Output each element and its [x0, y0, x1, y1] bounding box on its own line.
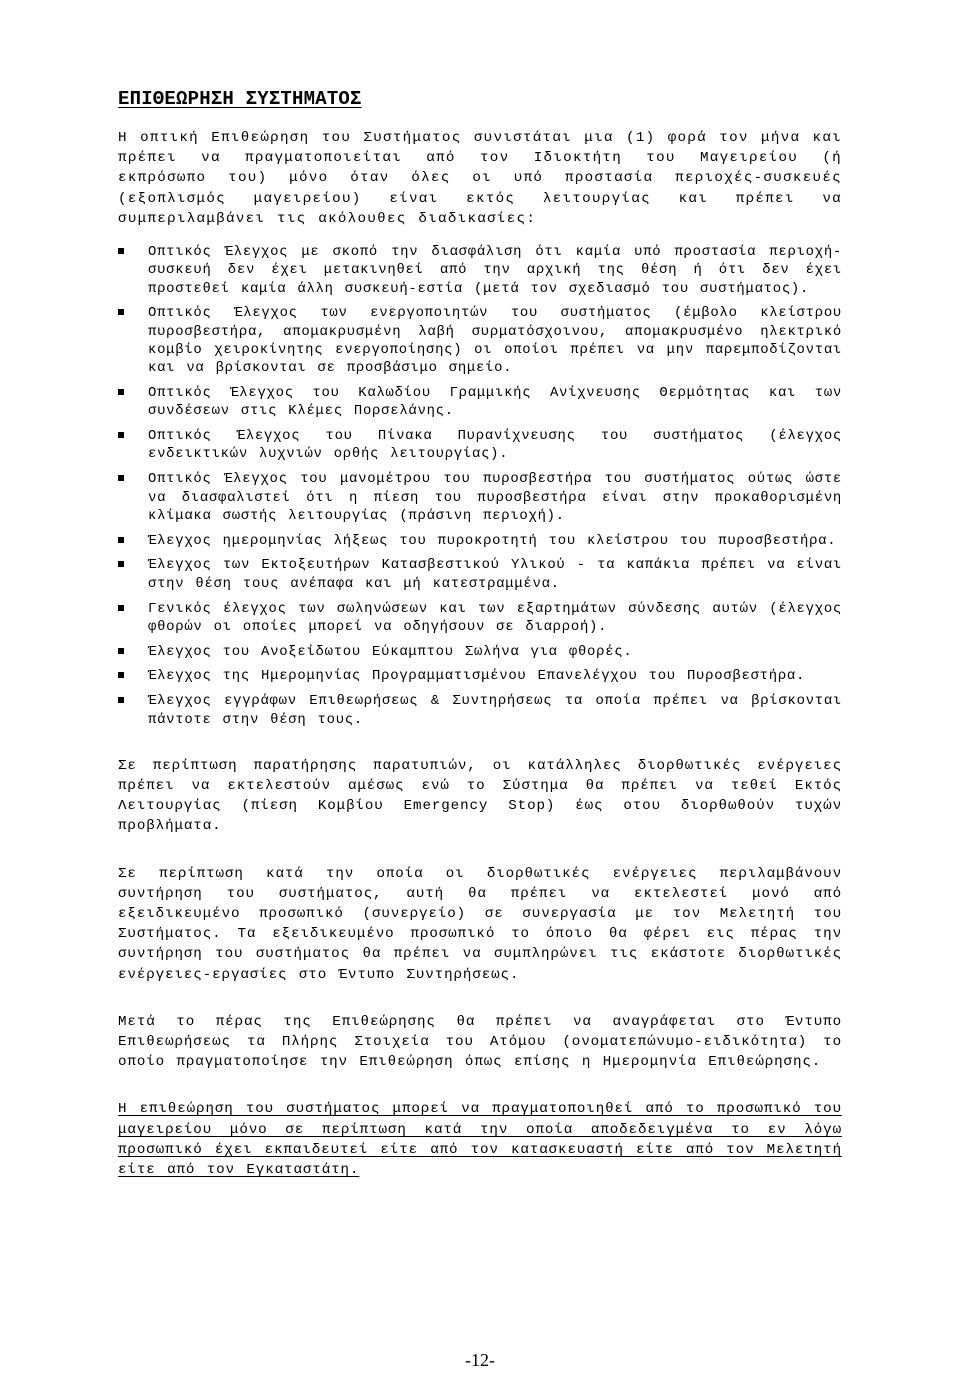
square-bullet-icon	[118, 432, 124, 438]
list-item	[118, 470, 842, 525]
list-item-text: Έλεγχος του Ανοξείδωτου Εύκαμπτου Σωλήνα για φθορές.	[148, 643, 633, 660]
square-bullet-icon	[118, 648, 124, 654]
square-bullet-icon	[118, 605, 124, 611]
nonconformity-paragraph: Σε περίπτωση παρατήρησης παρατυπιών, οι κατάλληλες διορθωτικές ενέργειες πρέπει να εκτελεστούν αμέσως ενώ το Σύστημα θα πρέπει να τεθεί Εκτός Λειτουργίας (πίεση Κομβίου Emergency Stop) έως οτου διορθωθούν τυχών προβλήματα.	[118, 757, 842, 835]
list-item	[118, 600, 842, 637]
list-item	[118, 243, 842, 298]
list-item	[118, 667, 842, 685]
list-item-text: Έλεγχος εγγράφων Επιθεωρήσεως & Συντηρήσεως τα οποία πρέπει να βρίσκονται πάντοτε στην θέση τους.	[148, 693, 842, 728]
square-bullet-icon	[118, 697, 124, 703]
personnel-paragraph: Η επιθεώρηση του συστήματος μπορεί να πραγματοποιηθεί από το προσωπικό του μαγειρείου μόνο σε περίπτωση κατά την οποία αποδεδειγμένα το εν λόγω προσωπικό έχει εκπαιδευτεί είτε από τον κατασκευαστή είτε από τον Μελετητή είτε από τον Εγκαταστάτη.	[118, 1101, 842, 1179]
list-item-text: Έλεγχος ημερομηνίας λήξεως του πυροκροτητή του κλείστρου του πυροσβεστήρα.	[148, 532, 837, 549]
list-item-text: Οπτικός Έλεγχος με σκοπό την διασφάλιση ότι καμία υπό προστασία περιοχή-συσκευή δεν έχει μετακινηθεί από την αρχική της θέση ή ότι δεν έχει προστεθεί καμία άλλη συσκευή-εστία (μετά τον σχεδιασμό του συστήματος).	[148, 244, 842, 297]
document-page	[118, 86, 842, 1180]
list-item-text: Οπτικός Έλεγχος των ενεργοποιητών του συστήματος (έμβολο κλείστρου πυροσβεστήρα, απομακρυσμένη λαβή συρματόσχοινου, απομακρυσμένο ηλεκτρικό κομβίο χειροκίνητης ενεργοποίησης) οι οποίοι πρέπει να μην παρεμποδίζονται και να βρίσκονται σε προσβάσιμο σημείο.	[148, 305, 842, 377]
list-item	[118, 532, 842, 550]
document-title: ΕΠΙΘΕΩΡΗΣΗ ΣΥΣΤΗΜΑΤΟΣ	[118, 88, 362, 110]
intro-paragraph: Η οπτική Επιθεώρηση του Συστήματος συνιστάται μια (1) φορά τον μήνα και πρέπει να πραγματοποιείται από τον Ιδιοκτήτη του Μαγειρείου (ή εκπρόσωπο του) μόνο όταν όλες οι υπό προστασία περιοχές-συσκευές (εξοπλισμός μαγειρείου) είναι εκτός λειτουργίας και πρέπει να συμπεριλαμβάνει τις ακόλουθες διαδικασίες:	[118, 130, 842, 227]
corrective-action-paragraph: Σε περίπτωση κατά την οποία οι διορθωτικές ενέργειες περιλαμβάνουν συντήρηση του συστήματος, αυτή θα πρέπει να εκτελεστεί μονό από εξειδικευμένο προσωπικό (συνεργείο) σε συνεργασία με τον Μελετητή του Συστήματος. Τα εξειδικευμένο προσωπικό το όποιο θα φέρει εις πέρας την συντήρηση του συστήματος θα πρέπει να συμπληρώνει τις εκάστοτε διορθωτικές ενέργειες-εργασίες στο Έντυπο Συντηρήσεως.	[118, 865, 842, 983]
list-item-text: Οπτικός Έλεγχος του Πίνακα Πυρανίχνευσης του συστήματος (έλεγχος ενδεικτικών λυχνιών ορθής λειτουργίας).	[148, 428, 842, 463]
list-item-text: Οπτικός Έλεγχος του Καλωδίου Γραμμικής Ανίχνευσης Θερμότητας και των συνδέσεων στις Κλέμες Πορσελάνης.	[148, 385, 842, 420]
square-bullet-icon	[118, 672, 124, 678]
list-item	[118, 643, 842, 661]
list-item	[118, 556, 842, 593]
list-item-text: Γενικός έλεγχος των σωληνώσεων και των εξαρτημάτων σύνδεσης αυτών (έλεγχος φθορών οι οποίες μπορεί να οδηγήσουν σε διαρροή).	[148, 600, 842, 635]
square-bullet-icon	[118, 537, 124, 543]
square-bullet-icon	[118, 248, 124, 254]
square-bullet-icon	[118, 475, 124, 481]
list-item-text: Έλεγχος των Εκτοξευτήρων Κατασβεστικού Υλικού - τα καπάκια πρέπει να είναι στην θέση τους ανέπαφα και μή κατεστραμμένα.	[148, 557, 842, 592]
square-bullet-icon	[118, 561, 124, 567]
square-bullet-icon	[118, 309, 124, 315]
list-item	[118, 384, 842, 421]
list-item	[118, 427, 842, 464]
list-item	[118, 304, 842, 377]
page-number: -12-	[465, 1350, 495, 1370]
list-item-text: Έλεγχος της Ημερομηνίας Προγραμματισμένου Επανελέγχου του Πυροσβεστήρα.	[148, 668, 806, 685]
inspection-record-paragraph: Μετά το πέρας της Επιθεώρησης θα πρέπει να αναγράφεται στο Έντυπο Επιθεωρήσεως τα Πλήρης Στοιχεία του Ατόμου (ονοματεπώνυμο-ειδικότητα) το οποίο πραγματοποίησε την Επιθεώρηση όπως επίσης η Ημερομηνία Επιθεώρησης.	[118, 1013, 842, 1071]
list-item	[118, 692, 842, 729]
square-bullet-icon	[118, 389, 124, 395]
procedure-list	[118, 243, 842, 729]
list-item-text: Οπτικός Έλεγχος του μανομέτρου του πυροσβεστήρα του συστήματος ούτως ώστε να διασφαλιστεί ότι η πίεση του πυροσβεστήρα είναι στην προκαθορισμένη κλίμακα σωστής λειτουργίας (πράσινη περιοχή).	[148, 471, 842, 524]
